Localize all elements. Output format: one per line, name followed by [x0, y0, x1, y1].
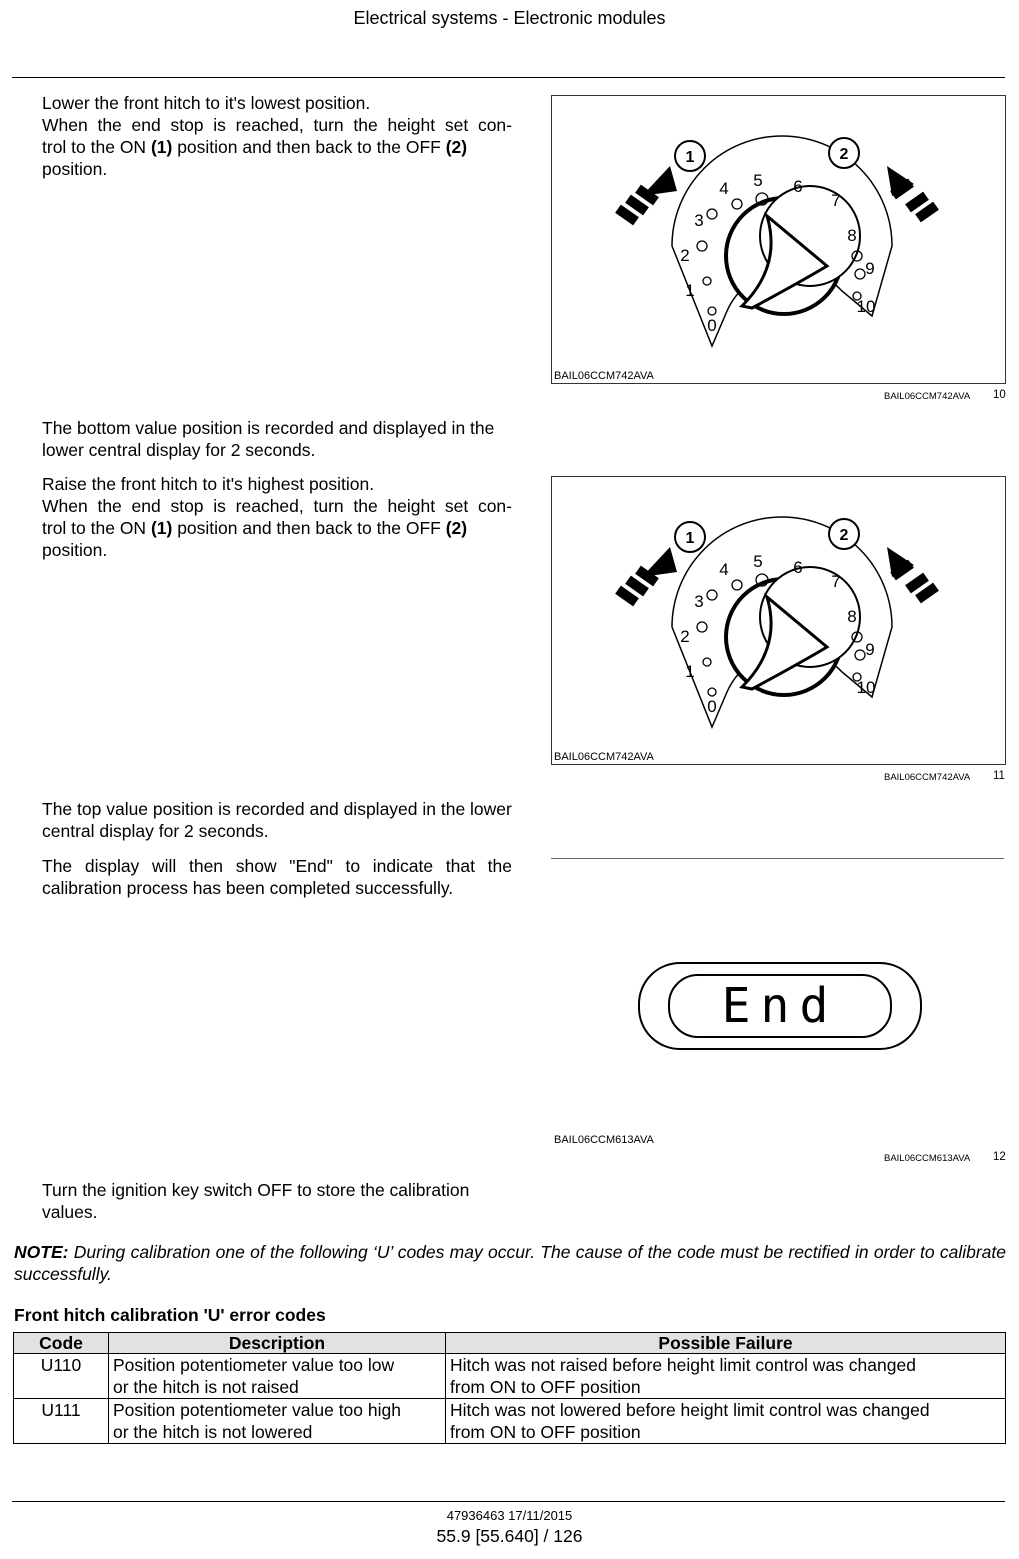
figure-12-number: 12: [993, 1151, 1006, 1163]
svg-text:3: 3: [694, 592, 704, 611]
table-header-row: [14, 1333, 1006, 1354]
figure-11-number: 11: [993, 770, 1005, 782]
lcd-end-text: End: [721, 978, 839, 1034]
header-rule: [12, 77, 1005, 78]
step-top-recorded: The top value position is recorded and displayed in the lower central display for 2 seconds.: [42, 799, 512, 841]
svg-text:2: 2: [680, 627, 690, 646]
lcd-display-screen: [668, 974, 892, 1038]
svg-text:2: 2: [680, 246, 690, 265]
figure-10-number: 10: [993, 389, 1006, 401]
table-row: [14, 1399, 1006, 1444]
callout-1: 1: [685, 530, 695, 547]
svg-text:4: 4: [719, 179, 729, 198]
figure-12-outer-caption: BAIL06CCM613AVA: [884, 1153, 971, 1164]
svg-text:0: 0: [707, 316, 717, 335]
svg-text:5: 5: [753, 171, 763, 190]
height-control-dial-image: [552, 477, 1005, 747]
cell-code: U110: [14, 1354, 109, 1399]
calibration-note: NOTE: During calibration one of the following ‘U’ codes may occur. The cause of the code must be rectified in order to calibrate successfully.: [14, 1242, 1006, 1284]
svg-text:10: 10: [856, 297, 876, 316]
figure-12-top-rule: [551, 858, 1004, 859]
svg-text:7: 7: [831, 572, 841, 591]
footer-page-number: 55.9 [55.640] / 126: [436, 1526, 583, 1546]
table-title: Front hitch calibration 'U' error codes: [14, 1305, 326, 1325]
height-control-dial-image: [552, 96, 1005, 366]
svg-text:9: 9: [865, 259, 875, 278]
footer-doc-reference: 47936463 17/11/2015: [446, 1508, 573, 1523]
callout-2: 2: [839, 527, 849, 544]
svg-text:5: 5: [753, 552, 763, 571]
callout-1: 1: [685, 149, 695, 166]
header-code: Code: [14, 1333, 109, 1354]
svg-text:10: 10: [856, 678, 876, 697]
figure-12-inner-caption: BAIL06CCM613AVA: [554, 1134, 654, 1146]
figure-10-inner-caption: BAIL06CCM742AVA: [554, 370, 654, 382]
arrow-left-icon: [615, 547, 677, 606]
svg-text:0: 0: [707, 697, 717, 716]
cell-possible-failure: Hitch was not lowered before height limit control was changed from ON to OFF position: [446, 1399, 1006, 1444]
arrow-right-icon: [887, 166, 939, 222]
svg-text:8: 8: [847, 607, 857, 626]
figure-11-height-control: [551, 476, 1006, 765]
table-row: [14, 1354, 1006, 1399]
figure-11-inner-caption: BAIL06CCM742AVA: [554, 751, 654, 763]
arrow-left-icon: [615, 166, 677, 225]
cell-code: U111: [14, 1399, 109, 1444]
arrow-right-icon: [887, 547, 939, 603]
cell-possible-failure: Hitch was not raised before height limit control was changed from ON to OFF position: [446, 1354, 1006, 1399]
figure-10-outer-caption: BAIL06CCM742AVA: [884, 391, 971, 402]
svg-text:7: 7: [831, 191, 841, 210]
footer-rule: [12, 1501, 1005, 1502]
svg-text:6: 6: [793, 558, 803, 577]
step-raise-hitch: Raise the front hitch to it's highest position. When the end stop is reached, turn the height set con- trol to the ON (1) position and then back to the OFF (2) position.: [42, 474, 512, 560]
step-end-display: The display will then show "End" to indicate that the calibration process has been completed successfully.: [42, 856, 512, 898]
svg-text:3: 3: [694, 211, 704, 230]
page-header-title: Electrical systems - Electronic modules: [353, 8, 666, 28]
svg-text:6: 6: [793, 177, 803, 196]
svg-text:1: 1: [685, 662, 695, 681]
svg-text:4: 4: [719, 560, 729, 579]
error-codes-table: [13, 1332, 1006, 1444]
lcd-display-bezel: [638, 962, 922, 1050]
step-lower-hitch: Lower the front hitch to it's lowest position. When the end stop is reached, turn the height set con- trol to the ON (1) position and then back to the OFF (2) position.: [42, 93, 512, 179]
step-bottom-recorded: The bottom value position is recorded and displayed in the lower central display for 2 seconds.: [42, 418, 495, 460]
figure-11-outer-caption: BAIL06CCM742AVA: [884, 772, 971, 783]
callout-2: 2: [839, 146, 849, 163]
svg-text:8: 8: [847, 226, 857, 245]
cell-description: Position potentiometer value too low or the hitch is not raised: [109, 1354, 446, 1399]
figure-10-height-control: [551, 95, 1006, 384]
header-description: Description: [109, 1333, 446, 1354]
header-possible-failure: Possible Failure: [446, 1333, 1006, 1354]
step-ignition-off: Turn the ignition key switch OFF to store the calibration values.: [42, 1180, 470, 1222]
cell-description: Position potentiometer value too high or the hitch is not lowered: [109, 1399, 446, 1444]
svg-text:9: 9: [865, 640, 875, 659]
svg-text:1: 1: [685, 281, 695, 300]
